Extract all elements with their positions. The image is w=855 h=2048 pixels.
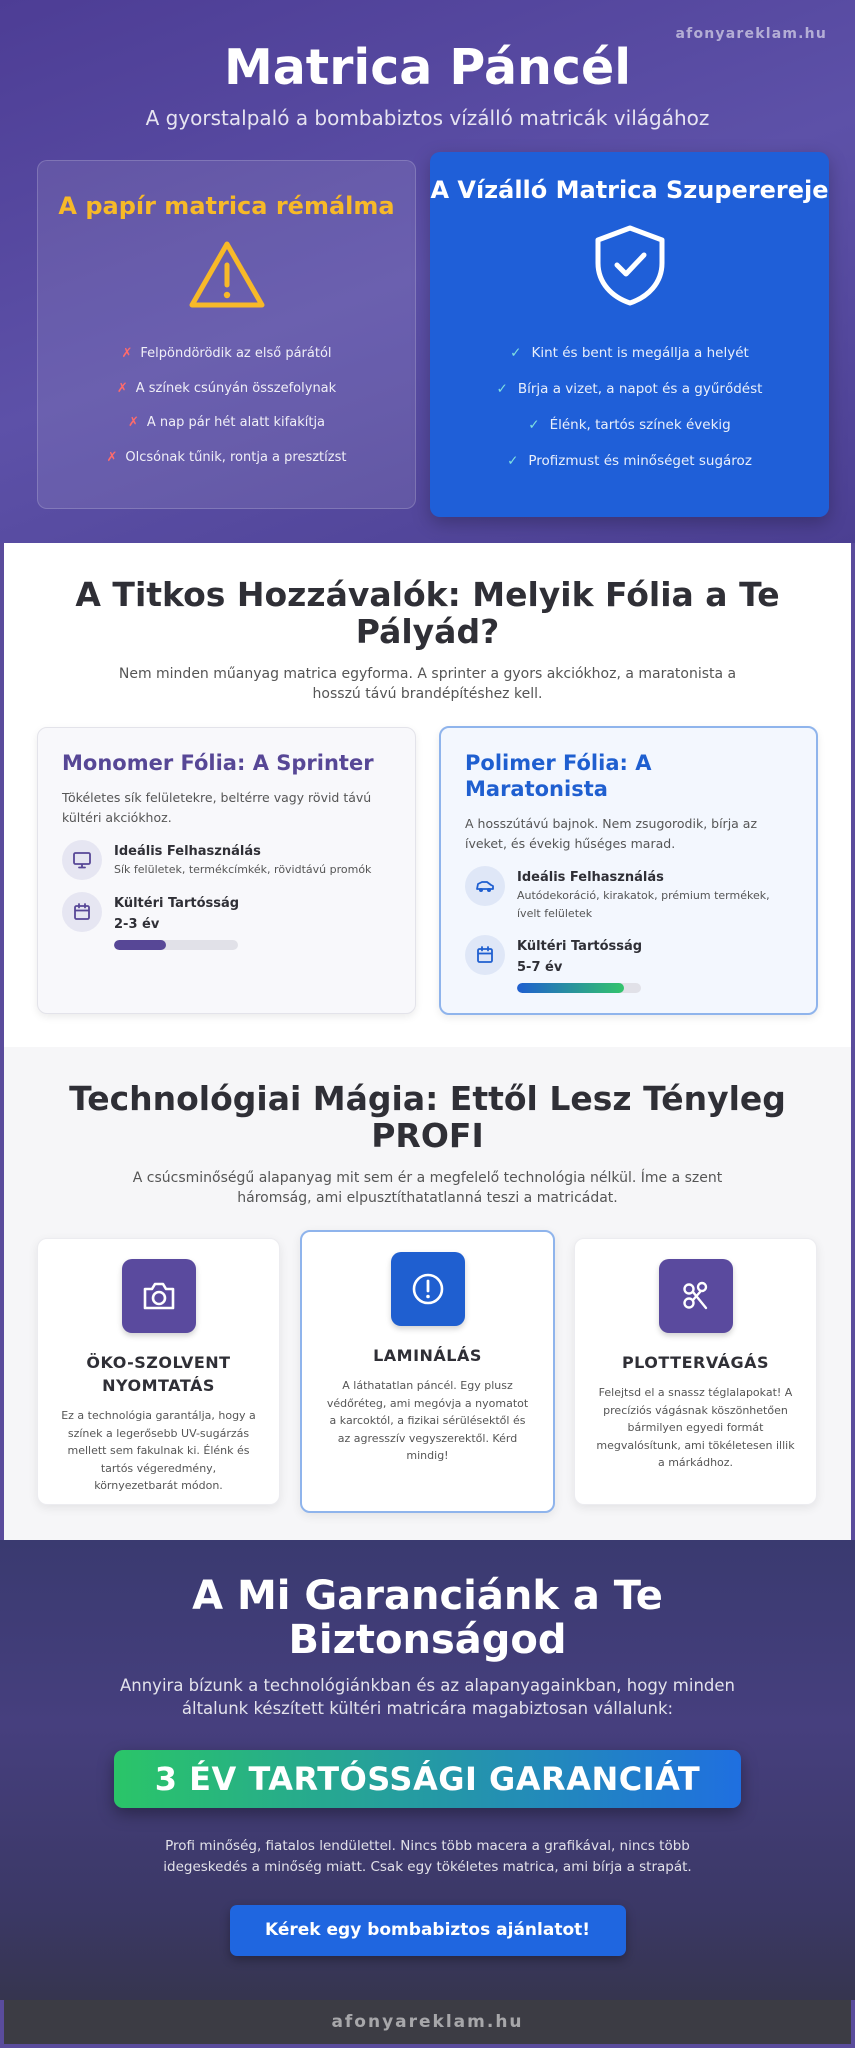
x-mark-icon: ✗	[121, 346, 133, 361]
x-mark-icon: ✗	[116, 380, 128, 396]
list-item	[38, 372, 415, 407]
paper-problems-list	[38, 337, 415, 475]
list-item-text: Profizmust és minőséget sugároz	[528, 453, 752, 469]
polymer-foil-card	[439, 726, 818, 1015]
list-item-text: Bírja a vizet, a napot és a gyűrődést	[517, 381, 763, 397]
tech-card-title: LAMINÁLÁS	[373, 1346, 482, 1365]
use-label: Ideális Felhasználás	[114, 844, 261, 859]
check-mark-icon: ✓	[507, 453, 519, 469]
paper-sticker-card	[37, 160, 416, 509]
polymer-description: A hosszútávú bajnok. Nem zsugorodik, bírja az íveket, és évekig hűséges marad.	[465, 816, 758, 851]
use-text: Sík felületek, termékcímkék, rövidtávú promók	[114, 863, 372, 876]
use-label: Ideális Felhasználás	[517, 870, 664, 885]
tech-title: Technológiai Mágia: Ettől Lesz Tényleg PROFI	[69, 1079, 786, 1155]
vinyl-benefits-list	[430, 335, 829, 479]
page-subtitle: A gyorstalpaló a bombabiztos vízálló matricák világához	[145, 106, 710, 130]
alert-circle-icon	[391, 1252, 465, 1326]
guarantee-section	[0, 1540, 855, 2000]
footer-brand: afonyareklam.hu	[4, 2000, 851, 2044]
guarantee-subtitle: Annyira bízunk a technológiánkban és az alapanyagainkban, hogy minden általunk készített kültéri matricára magabiztosan vállalunk:	[119, 1676, 735, 1718]
foils-description: Nem minden műanyag matrica egyforma. A sprinter a gyors akciókhoz, a maratonista a hosszú távú brandépítéshez kell.	[118, 666, 737, 702]
hero-section	[0, 0, 855, 543]
monomer-durability-feature	[62, 892, 391, 950]
monomer-foil-card	[37, 727, 416, 1014]
calendar-icon	[465, 935, 505, 975]
durability-label: Kültéri Tartósság	[517, 939, 643, 954]
monomer-title: Monomer Fólia: A Sprinter	[62, 751, 374, 775]
tech-card-title: ÖKO-SZOLVENT NYOMTATÁS	[86, 1353, 231, 1395]
page-title: Matrica Páncél	[223, 39, 631, 96]
durability-bar-fill	[114, 940, 166, 950]
list-item	[38, 337, 415, 372]
polymer-use-feature	[465, 866, 792, 923]
foils-section	[4, 543, 851, 1047]
plotter-cutting-card	[574, 1238, 817, 1505]
list-item-text: Kint és bent is megállja a helyét	[531, 345, 749, 361]
list-item	[38, 406, 415, 441]
polymer-title: Polimer Fólia: A Maratonista	[465, 751, 652, 801]
shield-check-icon	[590, 223, 670, 307]
check-mark-icon: ✓	[528, 417, 540, 433]
eco-solvent-card	[37, 1238, 280, 1505]
check-mark-icon: ✓	[496, 381, 508, 397]
tech-card-text: Ez a technológia garantálja, hogy a színek a legerősebb UV-sugárzás mellett sem fakulnak ki. Élénk és tartós végeredmény, környezetbarát módon.	[61, 1409, 256, 1492]
list-item-text: A színek csúnyán összefolynak	[135, 380, 337, 396]
x-mark-icon: ✗	[127, 415, 139, 430]
list-item	[38, 441, 415, 476]
tech-description: A csúcsminőségű alapanyag mit sem ér a megfelelő technológia nélkül. Íme a szent háromság, ami elpusztíthatatlanná teszi a matricádat.	[132, 1170, 723, 1206]
list-item-text: Olcsónak tűnik, rontja a presztízst	[125, 449, 347, 465]
durability-value: 5-7 év	[517, 960, 563, 975]
monitor-icon	[62, 840, 102, 880]
tech-card-text: Felejtsd el a snassz téglalapokat! A precíziós vágásnak köszönhetően bármilyen egyedi formát megvalósítunk, ami tökéletesen illik a márkádhoz.	[596, 1386, 795, 1469]
foils-title: A Titkos Hozzávalók: Melyik Fólia a Te Pályád?	[75, 575, 780, 651]
car-icon	[465, 866, 505, 906]
brand-watermark: afonyareklam.hu	[675, 26, 827, 42]
durability-bar-fill	[517, 983, 624, 993]
list-item-text: Élénk, tartós színek évekig	[549, 417, 731, 433]
use-text: Autódekoráció, kirakatok, prémium termékek, ívelt felületek	[517, 889, 770, 920]
monomer-use-feature	[62, 840, 391, 880]
list-item-text: Felpöndörödik az első párától	[140, 346, 332, 361]
paper-card-title: A papír matrica rémálma	[58, 192, 395, 220]
check-mark-icon: ✓	[510, 345, 522, 361]
comparison-cards	[37, 152, 829, 517]
list-item	[430, 335, 829, 371]
x-mark-icon: ✗	[106, 449, 118, 465]
vinyl-sticker-card	[430, 152, 829, 517]
list-item-text: A nap pár hét alatt kifakítja	[146, 415, 326, 430]
tech-card-title: PLOTTERVÁGÁS	[621, 1353, 770, 1372]
durability-bar	[114, 940, 238, 950]
list-item	[430, 407, 829, 443]
list-item	[430, 371, 829, 407]
vinyl-card-title: A Vízálló Matrica Szuperereje	[430, 176, 829, 204]
durability-value: 2-3 év	[114, 917, 160, 932]
request-offer-button[interactable]: Kérek egy bombabiztos ajánlatot!	[230, 1905, 626, 1956]
lamination-card	[300, 1230, 555, 1513]
list-item	[430, 443, 829, 479]
guarantee-badge: 3 ÉV TARTÓSSÁGI GARANCIÁT	[114, 1750, 741, 1808]
durability-label: Kültéri Tartósság	[114, 896, 240, 911]
guarantee-title: A Mi Garanciánk a Te Biztonságod	[192, 1573, 663, 1663]
guarantee-text: Profi minőség, fiatalos lendülettel. Nincs több macera a grafikával, nincs több idegeskedés a minőség miatt. Csak egy tökéletes matrica, ami bírja a strapát.	[163, 1838, 692, 1875]
durability-bar	[517, 983, 641, 993]
tech-card-text: A láthatatlan páncél. Egy plusz védőréteg, ami megóvja a nyomatot a karcoktól, a fizikai sérülésektől és az agresszív vegyszerektől. Kérd mindig!	[326, 1379, 529, 1462]
calendar-icon	[62, 892, 102, 932]
camera-icon	[122, 1259, 196, 1333]
monomer-description: Tökéletes sík felületekre, beltérre vagy rövid távú kültéri akciókhoz.	[62, 790, 372, 825]
scissors-icon	[659, 1259, 733, 1333]
technology-section	[4, 1047, 851, 1540]
warning-icon	[187, 239, 267, 311]
polymer-durability-feature	[465, 935, 792, 993]
